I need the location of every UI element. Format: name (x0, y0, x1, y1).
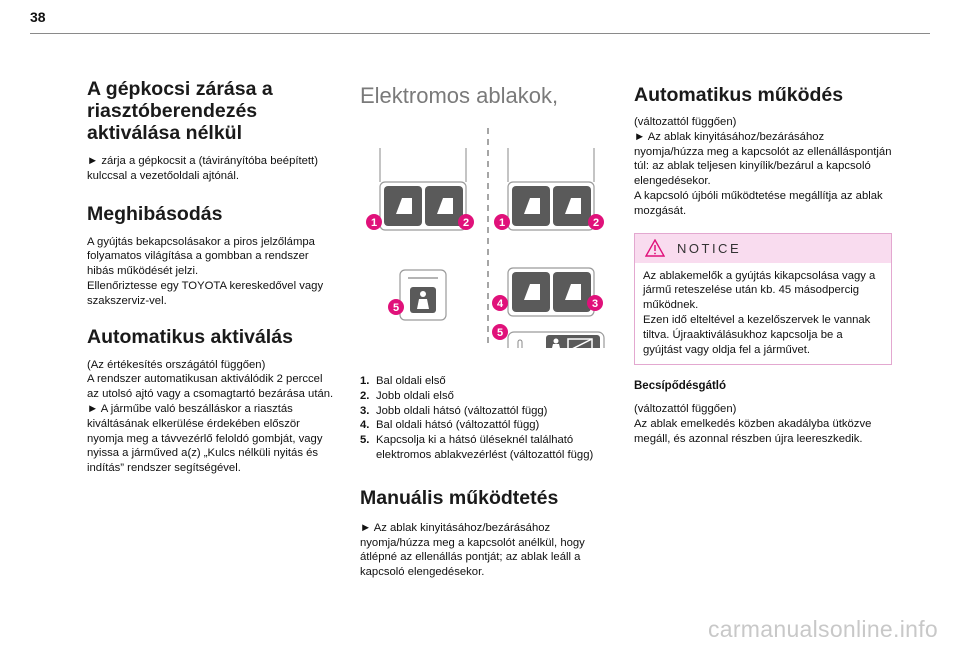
right-front-switch-panel (508, 148, 594, 230)
subsection-title-anti-pinch: Becsípődésgátló (634, 380, 727, 393)
left-front-switch-panel (380, 148, 466, 230)
page-number: 38 (30, 9, 46, 25)
rear-switch-panel (508, 268, 594, 316)
section-title-manual-operation: Manuális működtetés (360, 486, 559, 509)
section-title-auto-operation: Automatikus működés (634, 84, 844, 106)
svg-text:5: 5 (392, 302, 400, 314)
list-item: 2. Jobb oldali első (360, 389, 454, 402)
notice-header (635, 234, 891, 263)
svg-text:5: 5 (496, 327, 504, 339)
column-middle (360, 78, 615, 580)
section-title-lock-without-alarm: A gépkocsi zárása a riasztóberendezés aktiválása nélkül (87, 78, 273, 144)
svg-text:1: 1 (498, 217, 506, 229)
svg-text:2: 2 (462, 217, 470, 229)
list-item: 4. Bal oldali hátsó (változattól függ) (360, 419, 540, 432)
column-right (634, 78, 892, 447)
section-text-auto-activation: (Az értékesítés országától függően) A rendszer automatikusan aktiválódik 2 perccel az utolsó ajtó vagy a csomagtartó bezárása után. ► A járműbe való beszálláskor a riasztás kiváltásának elkerülése érdekében először nyomja meg a távvezérlő feloldó gombját, vagy nyissa a járműved a(z) „Kulcs nélküli nyitás és indítás” rendszer segítségével. (87, 358, 334, 475)
list-item: 5. Kapcsolja ki a hátsó üléseknél található elektromos ablakvezérlést (változattól függ) (360, 434, 594, 461)
section-title-power-windows: Elektromos ablakok, (360, 83, 559, 108)
warning-triangle-icon (645, 239, 665, 257)
section-title-malfunction: Meghibásodás (87, 202, 223, 225)
watermark: carmanualsonline.info (707, 616, 938, 642)
subsection-text-anti-pinch: (változattól függően) Az ablak emelkedés közben akadályba ütközve megáll, és azonnal részben újra leereszkedik. (634, 403, 872, 445)
child-lock-panel-right (508, 332, 604, 348)
notice-title: NOTICE (677, 240, 742, 256)
callout-legend-list (360, 374, 615, 463)
section-text-lock-without-alarm: ► zárja a gépkocsit a (távirányítóba beépített) kulccsal a vezetőoldali ajtónál. (87, 155, 318, 182)
svg-text:2: 2 (592, 217, 600, 229)
svg-text:1: 1 (370, 217, 378, 229)
section-text-manual-operation: ► Az ablak kinyitásához/bezárásához nyomja/húzza meg a kapcsolót anélkül, hogy átlépné az ellenállás pontját; az ablak leáll a kapcsoló elengedésekor. (360, 521, 585, 579)
list-item: 1. Bal oldali első (360, 375, 446, 387)
child-lock-panel-left (400, 270, 446, 320)
list-item: 3. Jobb oldali hátsó (változattól függ) (360, 404, 548, 417)
section-title-auto-activation: Automatikus aktiválás (87, 325, 293, 348)
section-text-auto-operation: (változattól függően) ► Az ablak kinyitásához/bezárásához nyomja/húzza meg a kapcsolót az ellenálláspontján túl: az ablak teljesen kinyílik/bezárul a kapcsoló elengedésekor. A kapcsoló újbóli működtetése megállítja az ablak mozgását. (634, 116, 892, 217)
notice-text: Az ablakemelők a gyújtás kikapcsolása vagy a jármű reteszelése után kb. 45 másodpercig működnek. Ezen idő elteltével a kezelőszervek le vannak tiltva. Újraaktiválásukhoz kapcsolja be a gyújtást vagy oldja fel a járművet. (643, 269, 876, 356)
window-switch-diagram (360, 118, 615, 348)
svg-text:3: 3 (591, 298, 599, 310)
section-text-malfunction: A gyújtás bekapcsolásakor a piros jelzőlámpa folyamatos világítása a gombban a rendszer hibás működését jelzi. Ellenőriztesse egy TOYOTA kereskedővel vagy szakszerviz-vel. (87, 235, 324, 307)
svg-text:4: 4 (496, 298, 504, 310)
header-rule (30, 33, 930, 34)
child-lock-icon (554, 339, 559, 344)
child-lock-icon (420, 291, 426, 297)
column-left (87, 78, 337, 476)
notice-box (634, 233, 892, 366)
